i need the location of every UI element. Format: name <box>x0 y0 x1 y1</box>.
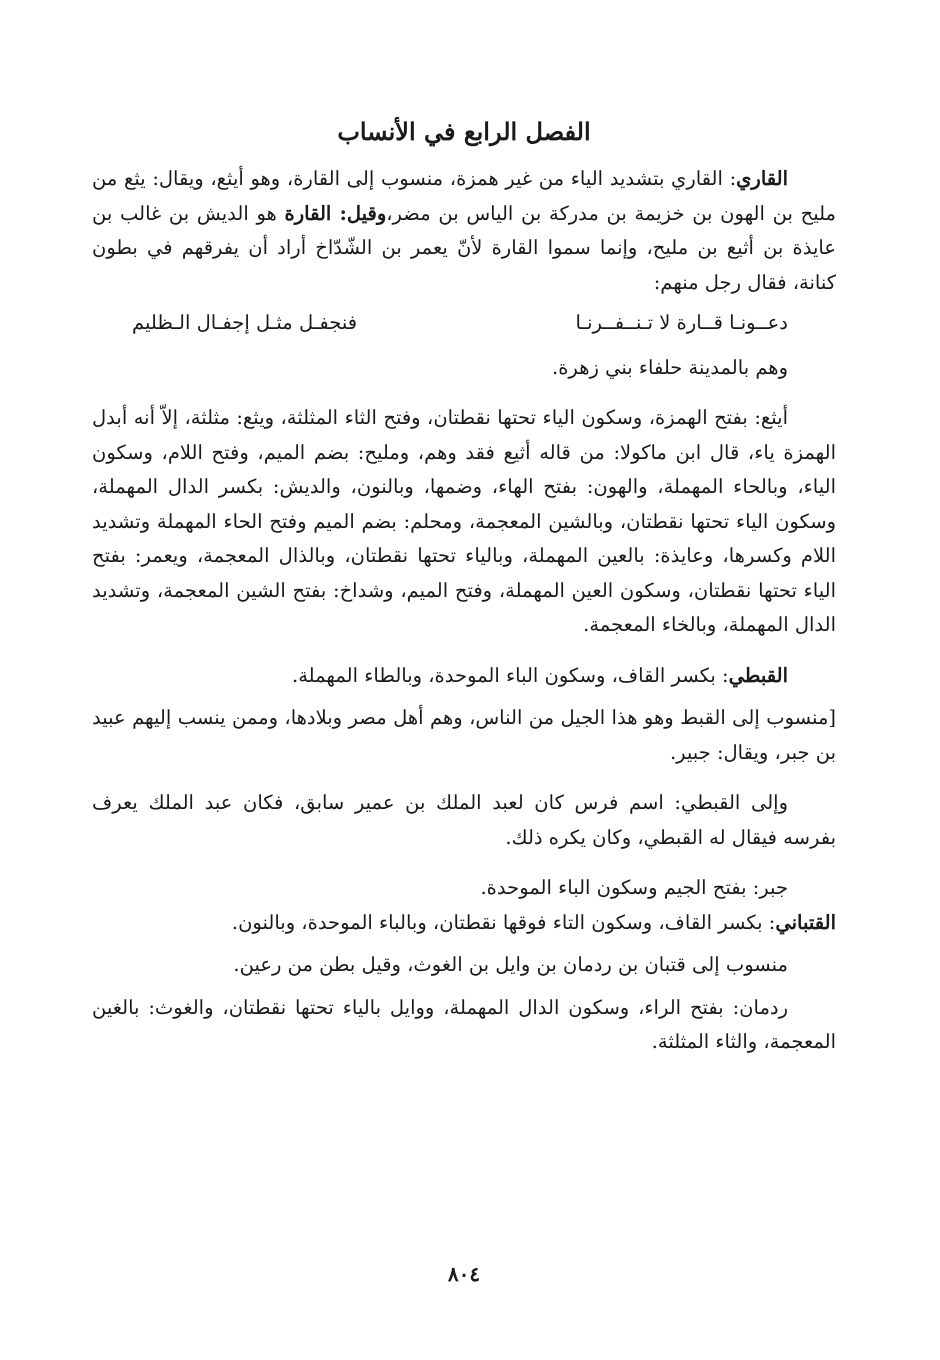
page-body <box>92 112 836 1320</box>
entry-head-qara: وقيل: القارة <box>284 201 387 225</box>
poem-verse <box>92 306 836 341</box>
chapter-title: الفصل الرابع في الأنساب <box>337 117 591 146</box>
entry-head-qari: القاري <box>736 167 788 190</box>
paragraph-qibt-people: [منسوب إلى القبط وهو هذا الجيل من الناس، وهم أهل مصر وبلادها، وممن ينسب إليهم عبيد بن جبر، ويقال: جبير. <box>92 706 836 764</box>
verse-second-hemistich: فنجفـل مثـل إجفـال الـظليم <box>132 311 358 334</box>
entry-text-qara: هو الديش بن غالب بن عايذة بن أثيع بن مليح، وإنما سموا القارة لأنّ يعمر بن الشّدّاخ أراد أن يفرقهم في بطون كنانة، فقال رجل منهم: <box>92 201 836 294</box>
entry-head-qitbani: القتباني <box>775 910 836 934</box>
entry-text-qibti: : بكسر القاف، وسكون الباء الموحدة، وبالطاء المهملة. <box>292 663 729 687</box>
page-number: ٨٠٤ <box>447 1262 481 1286</box>
verse-first-hemistich: دعــونـا قــارة لا تـنــفــرنـا <box>575 311 788 334</box>
paragraph-qibti-horse: وإلى القبطي: اسم فرس كان لعبد الملك بن عمير سابق، فكان عبد الملك يعرف بفرسه فيقال له القبطي، وكان يكره ذلك. <box>92 791 836 849</box>
paragraph-radman: ردمان: بفتح الراء، وسكون الدال المهملة، ووايل بالياء تحتها نقطتان، والغوث: بالغين المعجمة، والثاء المثلثة. <box>92 995 836 1053</box>
entry-text-qari: : القاري بتشديد الياء من غير همزة، منسوب إلى القارة، وهو أيثع، ويقال: يثع من مليح بن الهون بن خزيمة بن مدركة بن الياس بن مضر، <box>92 167 836 225</box>
entry-qari <box>92 162 836 300</box>
entry-text-qitbani: : بكسر القاف، وسكون التاء فوقها نقطتان، وبالباء الموحدة، وبالنون. <box>231 910 776 934</box>
paragraph-jabr: جبر: بفتح الجيم وسكون الباء الموحدة. <box>480 876 788 899</box>
paragraph-zuhra: وهم بالمدينة حلفاء بني زهرة. <box>552 355 788 379</box>
entry-qibti <box>92 659 836 694</box>
paragraph-qitban: منسوب إلى قتبان بن ردمان بن وايل بن الغوث، وقيل بطن من رعين. <box>233 953 788 976</box>
entry-qitbani <box>92 906 836 941</box>
paragraph-ayth: أيثع: بفتح الهمزة، وسكون الياء تحتها نقطتان، وفتح الثاء المثلثة، ويثع: مثلثة، إلاّ أنه أبدل الهمزة ياء، قال ابن ماكولا: من قاله أثيع فقد وهم، ومليح: بضم الميم، وفتح اللام، وسكون الياء، وبالحاء المهملة، والهون: بفتح الهاء، وضمها، وبالنون، والديش: بكسر الدال المهملة، وسكون الياء تحتها نقطتان، وبالشين المعجمة، ومحلم: بضم الميم وفتح الحاء المهملة وتشديد اللام وكسرها، وعايذة: بالعين المهملة، وبالياء تحتها نقطتان، وبالذال المعجمة، ويعمر: بفتح الياء تحتها نقطتان، وسكون العين المهملة، وفتح الميم، وشداخ: بفتح الشين المعجمة، وتشديد الدال المهملة، وبالخاء المعجمة. <box>92 406 836 636</box>
entry-head-qibti: القبطي <box>728 663 788 687</box>
